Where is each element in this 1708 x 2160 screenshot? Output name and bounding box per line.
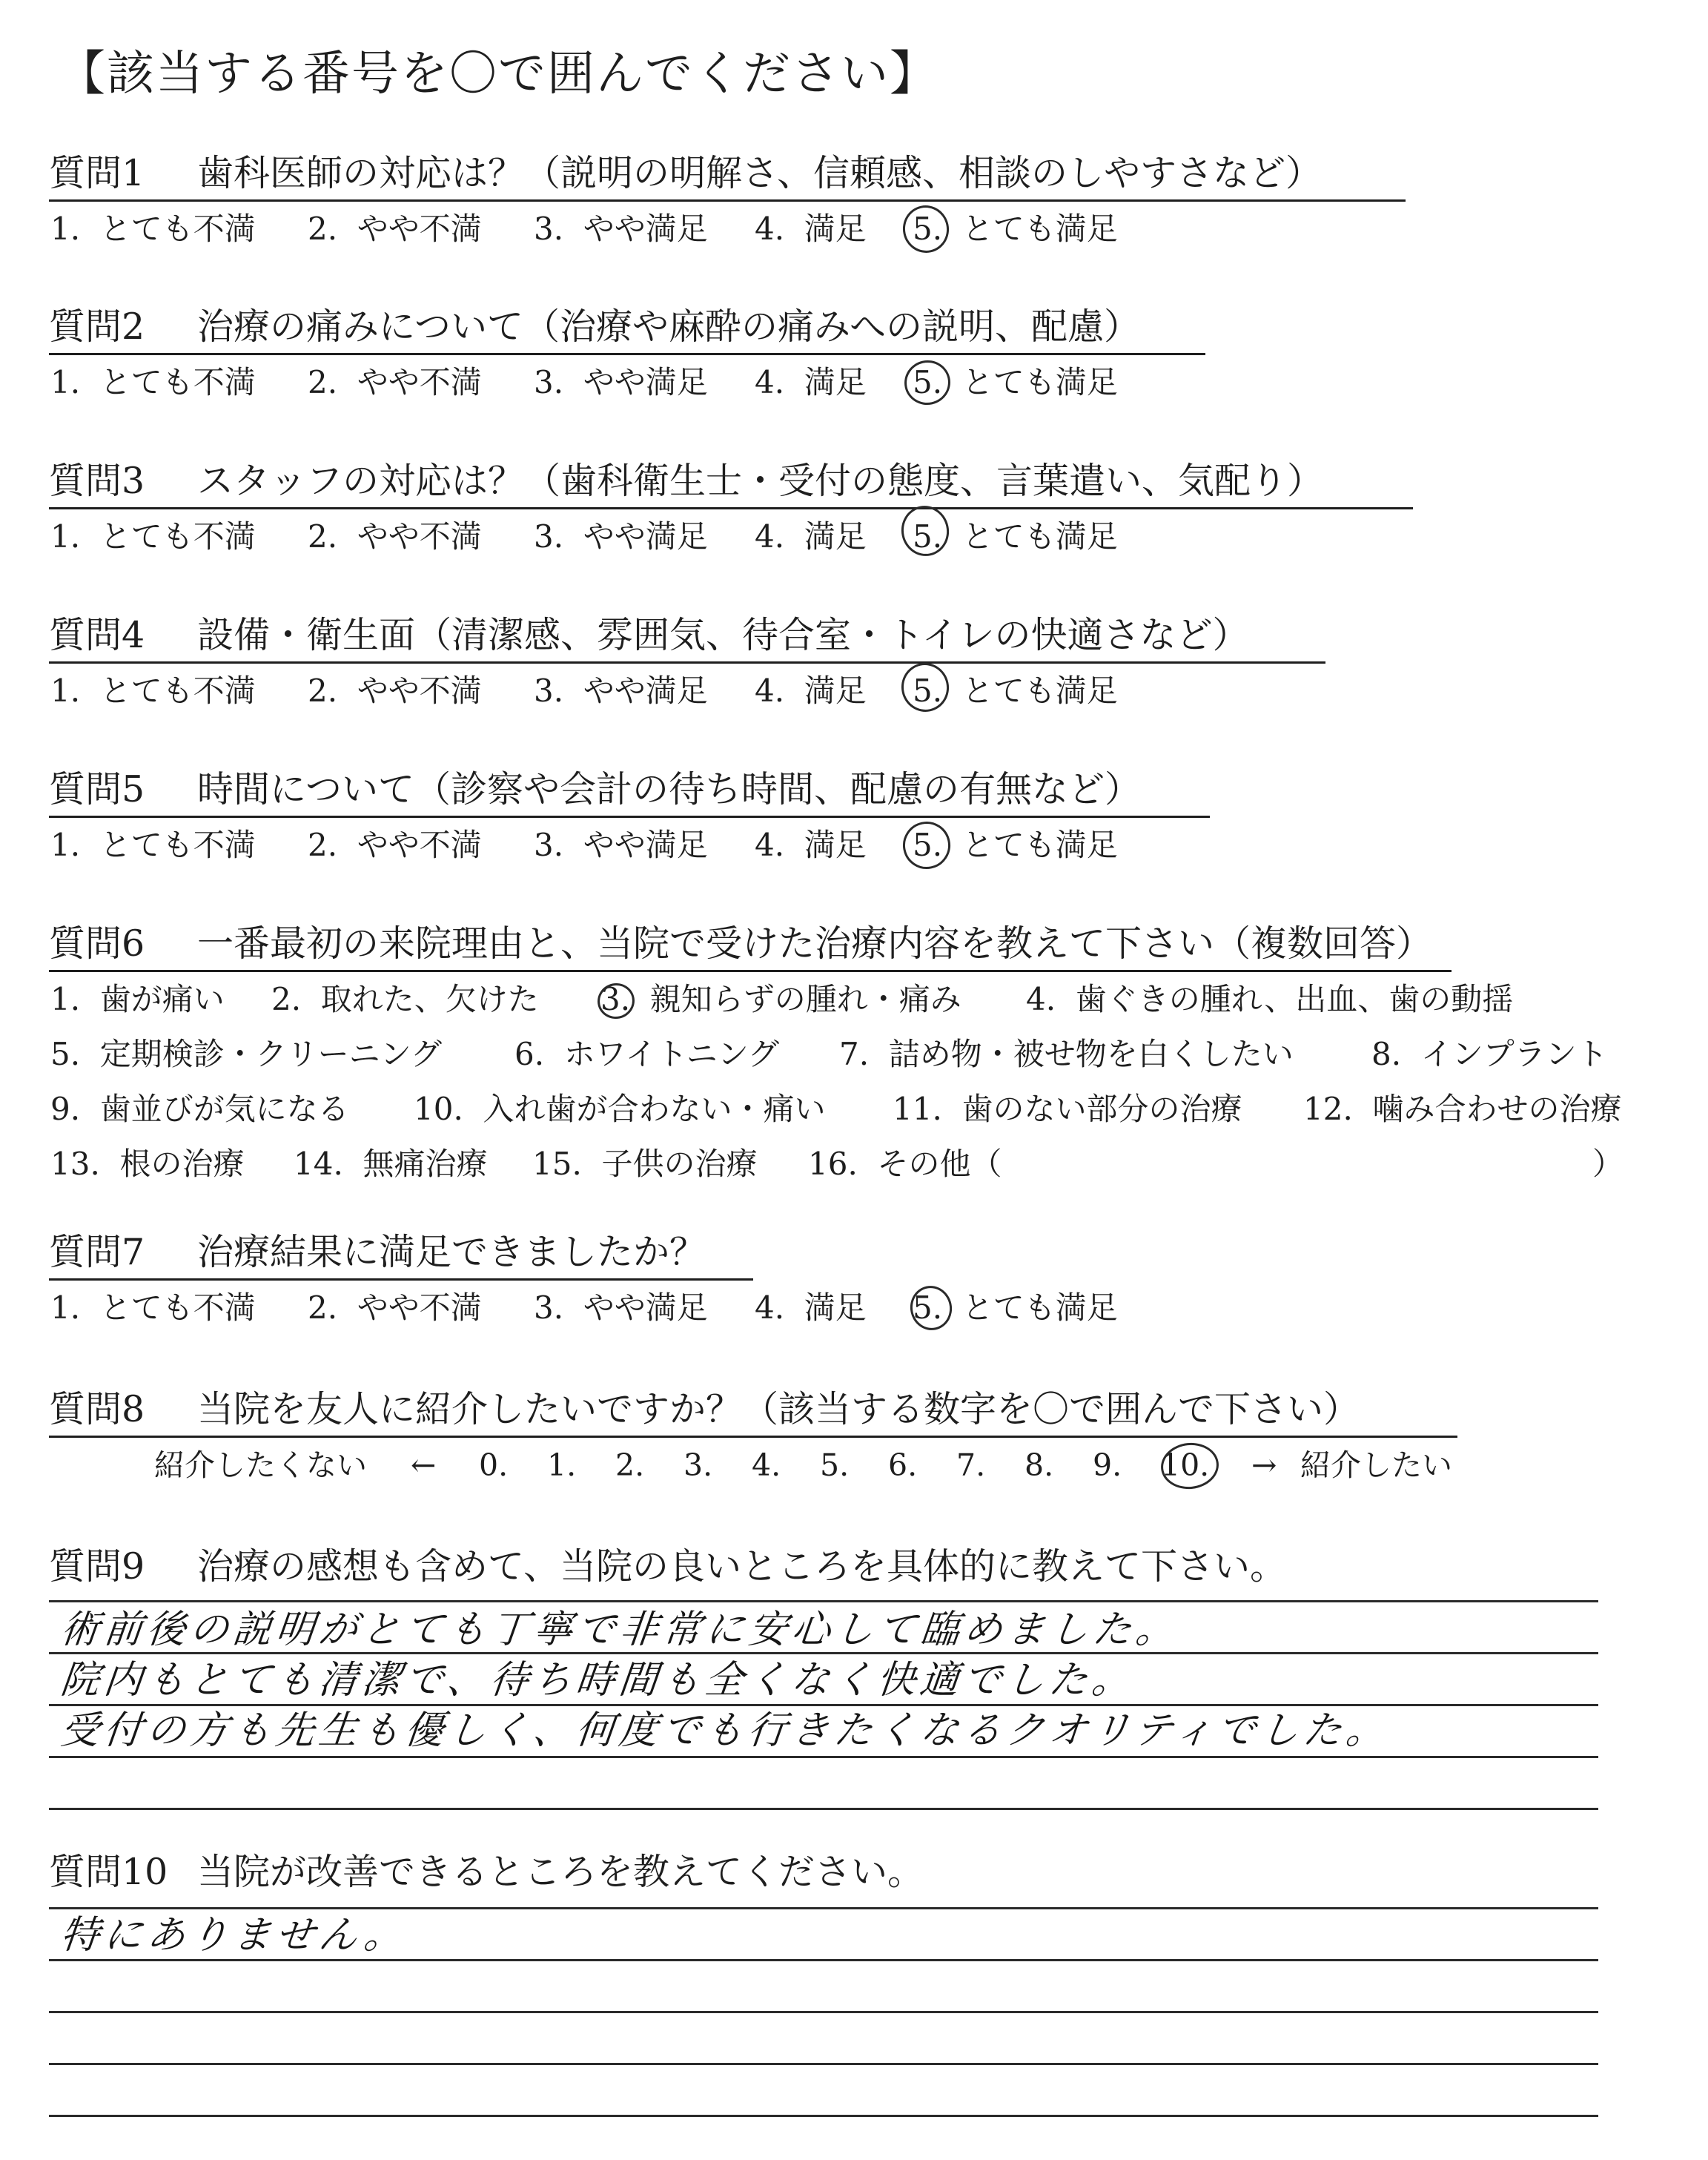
option-1[interactable]: 1. とても不満 [50, 211, 256, 247]
handwritten-answer: 術前後の説明がとても丁寧で非常に安心して臨めました。 [58, 1608, 1182, 1652]
option-4[interactable]: 4. 満足 [755, 827, 867, 863]
option-1[interactable]: 1. とても不満 [50, 673, 256, 709]
question-8-title [49, 1387, 1360, 1433]
question-underline [49, 1278, 753, 1281]
option-3[interactable]: 3. やや満足 [534, 364, 708, 400]
check-item-1[interactable]: 1. 歯が痛い [50, 981, 225, 1017]
answer-line [49, 1652, 1598, 1654]
check-item-4[interactable]: 4. 歯ぐきの腫れ、出血、歯の動揺 [1026, 981, 1514, 1017]
question-number: 質問1 [49, 152, 145, 194]
question-underline [49, 970, 1452, 972]
question-text: スタッフの対応は？（歯科衛生士・受付の態度、言葉遣い、気配り） [197, 460, 1324, 502]
answer-line [49, 1808, 1598, 1810]
check-item-13[interactable]: 13. 根の治療 [50, 1146, 245, 1182]
question-underline [49, 816, 1210, 818]
scale-option-4[interactable]: 4. [752, 1447, 781, 1483]
option-5[interactable]: 5. とても満足 [913, 827, 1118, 863]
question-number: 質問6 [49, 922, 145, 965]
option-1[interactable]: 1. とても不満 [50, 518, 256, 555]
question-text: 一番最初の来院理由と、当院で受けた治療内容を教えて下さい（複数回答） [197, 922, 1433, 965]
scale-left-label: 紹介したくない [154, 1447, 367, 1483]
option-2[interactable]: 2. やや不満 [308, 673, 482, 709]
question-6-title [49, 921, 1432, 967]
option-3[interactable]: 3. やや満足 [534, 1289, 708, 1326]
check-item-15[interactable]: 15. 子供の治療 [532, 1146, 758, 1182]
check-item-2[interactable]: 2. 取れた、欠けた [271, 981, 539, 1017]
check-item-12[interactable]: 12. 噛み合わせの治療 [1303, 1091, 1622, 1127]
question-text: 当院が改善できるところを教えてください。 [197, 1851, 924, 1893]
option-3[interactable]: 3. やや満足 [534, 518, 708, 555]
left-arrow-icon: ← [411, 1447, 437, 1483]
scale-option-1[interactable]: 1. [547, 1447, 577, 1483]
question-number: 質問3 [49, 460, 145, 502]
question-text: 当院を友人に紹介したいですか？（該当する数字を〇で囲んで下さい） [197, 1388, 1360, 1430]
check-item-6[interactable]: 6. ホワイトニング [514, 1036, 780, 1072]
question-number: 質問9 [49, 1545, 145, 1588]
answer-line [49, 1907, 1598, 1909]
question-text: 治療結果に満足できましたか？ [197, 1231, 706, 1273]
handwritten-answer: 院内もとても清潔で、待ち時間も全くなく快適でした。 [58, 1658, 1138, 1702]
option-2[interactable]: 2. やや不満 [308, 518, 482, 555]
question-text: 治療の感想も含めて、当院の良いところを具体的に教えて下さい。 [197, 1545, 1287, 1588]
check-item-8[interactable]: 8. インプラント [1371, 1036, 1608, 1072]
scale-option-9[interactable]: 9. [1093, 1447, 1122, 1483]
question-underline [49, 199, 1406, 202]
option-3[interactable]: 3. やや満足 [534, 827, 708, 863]
option-3[interactable]: 3. やや満足 [534, 211, 708, 247]
question-number: 質問2 [49, 305, 145, 348]
scale-option-3[interactable]: 3. [683, 1447, 713, 1483]
question-underline [49, 353, 1205, 355]
answer-line [49, 2063, 1598, 2065]
question-number: 質問4 [49, 614, 145, 656]
question-text: 設備・衛生面（清潔感、雰囲気、待合室・トイレの快適さなど） [197, 614, 1249, 656]
option-4[interactable]: 4. 満足 [755, 673, 867, 709]
scale-option-5[interactable]: 5. [820, 1447, 850, 1483]
question-7-title [49, 1229, 706, 1275]
recommend-scale [154, 1444, 1489, 1489]
check-item-16[interactable]: 16. その他（ [808, 1146, 1002, 1182]
question-4-title [49, 612, 1249, 658]
check-item-10[interactable]: 10. 入れ歯が合わない・痛い [414, 1091, 826, 1127]
question-5-title [49, 767, 1141, 813]
question-text: 時間について（診察や会計の待ち時間、配慮の有無など） [197, 768, 1142, 810]
handwritten-answer: 受付の方も先生も優しく、何度でも行きたくなるクオリティでした。 [58, 1708, 1391, 1753]
scale-option-8[interactable]: 8. [1025, 1447, 1054, 1483]
question-number: 質問5 [49, 768, 145, 810]
question-2-title [49, 304, 1140, 350]
question-text: 治療の痛みについて（治療や麻酔の痛みへの説明、配慮） [197, 305, 1141, 348]
option-2[interactable]: 2. やや不満 [308, 364, 482, 400]
option-4[interactable]: 4. 満足 [755, 518, 867, 555]
scale-option-10[interactable]: 10. [1161, 1447, 1210, 1483]
question-underline [49, 1436, 1457, 1438]
option-5[interactable]: 5. とても満足 [913, 518, 1118, 555]
question-1-title [49, 151, 1322, 196]
check-item-14[interactable]: 14. 無痛治療 [294, 1146, 488, 1182]
scale-option-7[interactable]: 7. [956, 1447, 986, 1483]
answer-line [49, 1600, 1598, 1602]
option-5[interactable]: 5. とても満足 [913, 1289, 1118, 1326]
question-number: 質問10 [49, 1851, 168, 1893]
question-number: 質問7 [49, 1231, 145, 1273]
scale-option-0[interactable]: 0. [479, 1447, 509, 1483]
answer-line [49, 1756, 1598, 1758]
answer-line [49, 1959, 1598, 1961]
option-5[interactable]: 5. とても満足 [913, 673, 1118, 709]
question-underline [49, 661, 1325, 664]
question-text: 歯科医師の対応は？（説明の明解さ、信頼感、相談のしやすさなど） [197, 152, 1323, 194]
check-item-7[interactable]: 7. 詰め物・被せ物を白くしたい [839, 1036, 1294, 1072]
check-item-3[interactable]: 3. 親知らずの腫れ・痛み [600, 981, 961, 1017]
option-5[interactable]: 5. とても満足 [913, 211, 1118, 247]
question-10-title [49, 1849, 924, 1895]
answer-line [49, 2115, 1598, 2117]
right-arrow-icon: → [1251, 1447, 1277, 1483]
option-1[interactable]: 1. とても不満 [50, 1289, 256, 1326]
instruction-header: 【該当する番号を〇で囲んでください】 [58, 47, 939, 102]
option-2[interactable]: 2. やや不満 [308, 211, 482, 247]
answer-line [49, 2011, 1598, 2013]
question-3-title [49, 458, 1323, 504]
scale-option-6[interactable]: 6. [888, 1447, 918, 1483]
check-item-9[interactable]: 9. 歯並びが気になる [50, 1091, 349, 1127]
check-item-5[interactable]: 5. 定期検診・クリーニング [50, 1036, 442, 1072]
answer-line [49, 1704, 1598, 1706]
handwritten-answer: 特にありません。 [58, 1913, 410, 1958]
question-9-title [49, 1544, 1286, 1590]
question-underline [49, 507, 1413, 509]
option-4[interactable]: 4. 満足 [755, 211, 867, 247]
option-2[interactable]: 2. やや不満 [308, 827, 482, 863]
scale-option-2[interactable]: 2. [615, 1447, 645, 1483]
option-4[interactable]: 4. 満足 [755, 1289, 867, 1326]
scale-right-label: 紹介したい [1300, 1447, 1452, 1483]
option-5[interactable]: 5. とても満足 [913, 364, 1118, 400]
close-paren: ） [1592, 1146, 1624, 1182]
option-4[interactable]: 4. 満足 [755, 364, 867, 400]
check-item-11[interactable]: 11. 歯のない部分の治療 [893, 1091, 1242, 1127]
option-3[interactable]: 3. やや満足 [534, 673, 708, 709]
option-2[interactable]: 2. やや不満 [308, 1289, 482, 1326]
question-number: 質問8 [49, 1388, 145, 1430]
option-1[interactable]: 1. とても不満 [50, 364, 256, 400]
option-1[interactable]: 1. とても不満 [50, 827, 256, 863]
